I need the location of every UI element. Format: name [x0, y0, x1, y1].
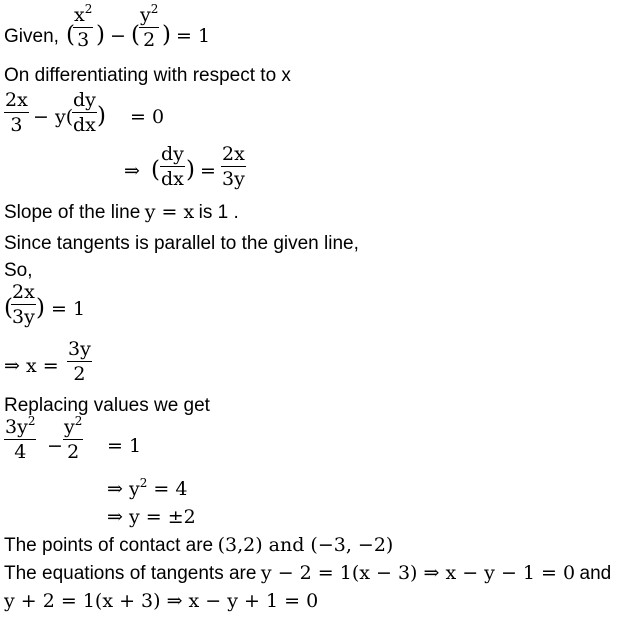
eq6-rhs: = 4 [153, 478, 188, 500]
eq1-rhs: = 0 [130, 106, 165, 128]
eq2-fraction-dy-dx [160, 145, 185, 189]
open-paren: ( [66, 22, 75, 48]
close-paren: ) [36, 295, 45, 321]
eq1-dydx-denominator: dx [73, 114, 96, 136]
eq5-frac2-exponent: 2 [74, 414, 83, 428]
eq1-numerator: 2x [5, 89, 28, 111]
eq4-denominator: 2 [73, 363, 86, 385]
eq1-dydx-numerator: dy [73, 89, 96, 111]
eq2-rhs-denominator: 3y [222, 168, 245, 190]
tangent-math-2: y + 2 = 1(x + 3) ⇒ x − y + 1 = 0 [4, 590, 319, 612]
given-frac2-numerator: y [140, 4, 151, 26]
given-frac1-numerator: x [74, 4, 85, 26]
eq2-rhs-numerator: 2x [222, 143, 245, 165]
eq5-fraction-3y2-over-4 [4, 414, 36, 463]
eq3-numerator: 2x [12, 281, 35, 303]
eq5-frac2-numerator: y [64, 416, 75, 438]
tangent-math-1: y − 2 = 1(x − 3) ⇒ x − y − 1 = 0 [260, 562, 576, 584]
eq3-fraction-2x-over-3y [11, 283, 36, 327]
eq2-equals: = [200, 160, 216, 182]
slope-line [4, 203, 239, 222]
given-frac1-denominator: 3 [77, 29, 90, 51]
points-line [4, 536, 393, 555]
given-fraction-x2-over-3 [73, 2, 93, 51]
eq5-rhs: = 1 [107, 435, 142, 457]
eq7: ⇒ y = ±2 [107, 506, 196, 528]
eq3-rhs: = 1 [51, 298, 86, 320]
eq6 [107, 476, 188, 500]
eq6-exponent: 2 [139, 476, 148, 490]
close-paren: ) [186, 157, 195, 183]
given-label: Given, [4, 26, 59, 47]
eq4-fraction-3y-over-2 [67, 340, 92, 384]
eq1-fraction-dy-dx [72, 91, 97, 135]
eq1-minus-y: − y( [33, 106, 74, 128]
slope-text: Slope of the line [4, 202, 141, 223]
eq3-denominator: 3y [12, 306, 35, 328]
eq4-lhs: ⇒ x = [4, 355, 59, 377]
eq2-fraction-2x-over-3y [221, 145, 246, 189]
eq1-fraction-2x-over-3 [4, 91, 29, 135]
points-text: The points of contact are [4, 535, 214, 556]
eq4-numerator: 3y [68, 338, 91, 360]
eq5-frac1-denominator: 4 [14, 441, 27, 463]
tangent-and: and [579, 563, 612, 584]
eq6-lhs: ⇒ y [107, 478, 140, 500]
points-math: (3,2) and (−3, −2) [217, 534, 394, 556]
given-frac2-exponent: 2 [150, 2, 159, 16]
open-paren: ( [131, 22, 140, 48]
so-text: So, [4, 260, 33, 281]
given-frac1-exponent: 2 [84, 2, 93, 16]
eq5-minus: − [47, 435, 63, 457]
open-paren: ( [151, 157, 160, 183]
eq2-dydx-numerator: dy [161, 143, 184, 165]
close-paren: ) [96, 22, 105, 48]
tangent-text: The equations of tangents are [4, 563, 257, 584]
parallel-text: Since tangents is parallel to the given line, [4, 233, 359, 254]
eq1-denominator: 3 [10, 114, 23, 136]
given-minus: − [110, 25, 126, 47]
close-paren: ) [162, 22, 171, 48]
open-paren: ( [4, 295, 13, 321]
eq5-frac1-exponent: 2 [27, 414, 36, 428]
slope-text-end: is 1 . [198, 202, 239, 223]
slope-math: y = x [144, 201, 195, 223]
close-paren: ) [97, 103, 106, 129]
eq5-frac1-numerator: 3y [5, 416, 28, 438]
replace-text: Replacing values we get [4, 395, 210, 416]
differentiate-text: On differentiating with respect to x [4, 65, 291, 86]
given-fraction-y2-over-2 [139, 2, 159, 51]
eq5-fraction-y2-over-2 [63, 414, 83, 463]
tangent-line-1 [4, 564, 611, 583]
eq2-dydx-denominator: dx [161, 168, 184, 190]
given-rhs: = 1 [176, 25, 211, 47]
given-frac2-denominator: 2 [143, 29, 156, 51]
eq2-implies-arrow: ⇒ [124, 160, 140, 182]
eq5-frac2-denominator: 2 [67, 441, 80, 463]
